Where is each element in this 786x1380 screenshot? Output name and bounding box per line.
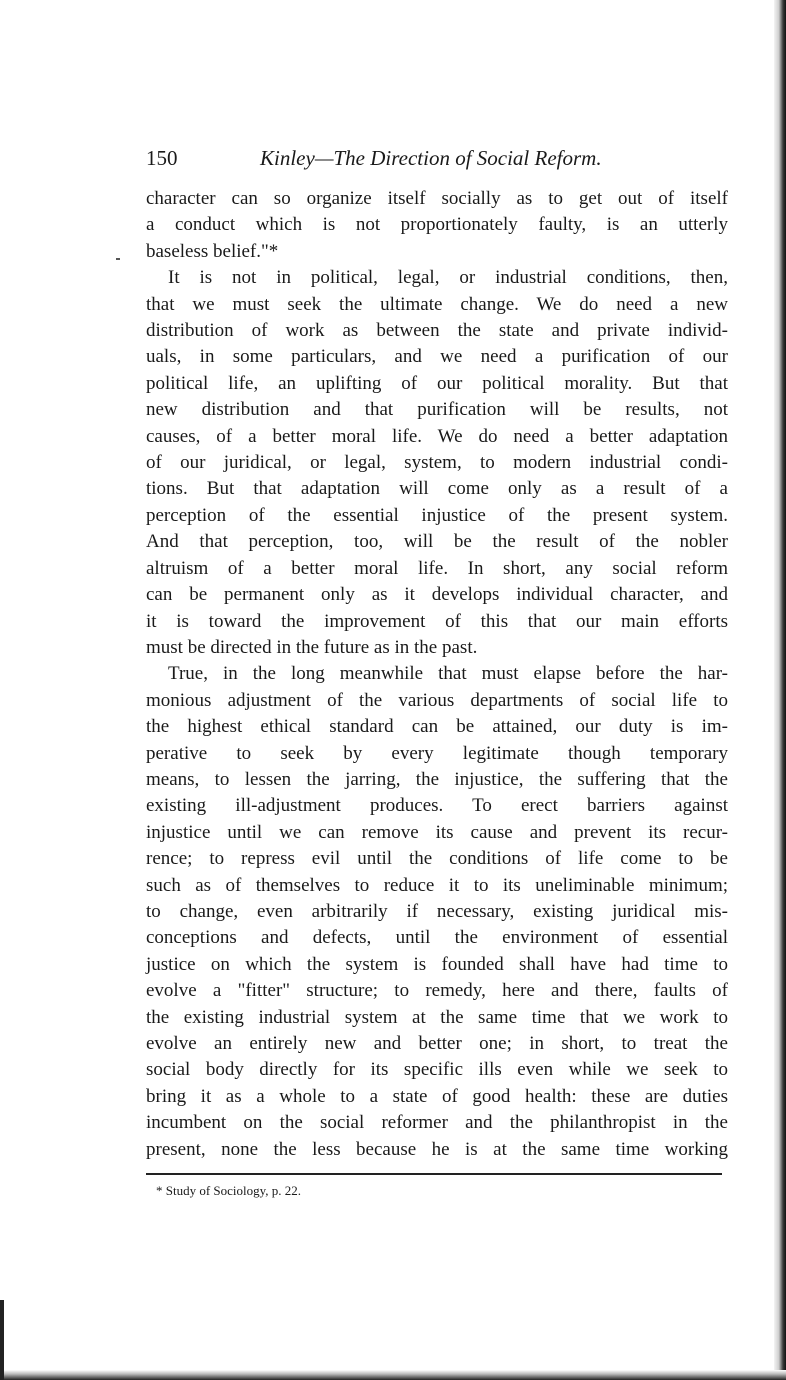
page-number: 150 bbox=[146, 146, 178, 170]
text-line: evolve an entirely new and better one; in short, to treat the bbox=[146, 1033, 728, 1054]
text-line: that we must seek the ultimate change. We do need a new bbox=[146, 293, 728, 315]
text-line: social body directly for its specific ills even while we seek to bbox=[146, 1059, 728, 1081]
text-line: character can so organize itself socially as to get out of itself bbox=[146, 188, 728, 209]
text-line: perative to seek by every legitimate though temporary bbox=[146, 742, 728, 764]
paragraph-meanwhile bbox=[146, 661, 728, 1163]
text-line: distribution of work as between the state and private individ- bbox=[146, 320, 728, 342]
text-line: injustice until we can remove its cause and prevent its recur- bbox=[146, 821, 728, 843]
text-line: And that perception, too, will be the result of the nobler bbox=[146, 531, 728, 553]
scan-edge-bottom bbox=[0, 1370, 786, 1380]
text-line: of our juridical, or legal, system, to modern industrial condi- bbox=[146, 452, 728, 474]
text-line: bring it as a whole to a state of good health: these are duties bbox=[146, 1085, 728, 1107]
text-line: rence; to repress evil until the conditions of life come to be bbox=[146, 848, 728, 870]
scan-edge-left bbox=[0, 1300, 4, 1380]
text-line: baseless belief."* bbox=[146, 240, 279, 262]
text-line: a conduct which is not proportionately faulty, is an utterly bbox=[146, 214, 728, 236]
text-line: conceptions and defects, until the environment of essential bbox=[146, 927, 728, 949]
text-line: the highest ethical standard can be attained, our duty is im- bbox=[146, 716, 728, 738]
text-line: new distribution and that purification will be results, not bbox=[146, 399, 728, 421]
text-line: can be permanent only as it develops individual character, and bbox=[146, 584, 728, 606]
footnote-rule bbox=[146, 1173, 722, 1175]
scan-edge-right bbox=[774, 0, 786, 1380]
text-line: perception of the essential injustice of the present system. bbox=[146, 504, 728, 526]
running-title: Kinley—The Direction of Social Reform. bbox=[260, 146, 602, 170]
text-line: means, to lessen the jarring, the injustice, the suffering that the bbox=[146, 768, 728, 790]
body-text bbox=[146, 186, 728, 1163]
paragraph-continued bbox=[146, 186, 728, 265]
text-line: it is toward the improvement of this that our main efforts bbox=[146, 610, 728, 632]
footnote: * Study of Sociology, p. 22. bbox=[156, 1183, 302, 1199]
text-line: justice on which the system is founded shall have had time to bbox=[146, 953, 728, 975]
text-line: political life, an uplifting of our political morality. But that bbox=[146, 372, 728, 394]
text-line: existing ill-adjustment produces. To erect barriers against bbox=[146, 795, 728, 817]
text-line: tions. But that adaptation will come only as a result of a bbox=[146, 478, 728, 500]
book-page bbox=[146, 140, 728, 1199]
text-line: It is not in political, legal, or industrial conditions, then, bbox=[168, 267, 728, 289]
text-line: to change, even arbitrarily if necessary, existing juridical mis- bbox=[146, 900, 728, 922]
text-line: present, none the less because he is at the same time working bbox=[146, 1138, 728, 1160]
text-line: must be directed in the future as in the past. bbox=[146, 636, 478, 658]
text-line: incumbent on the social reformer and the philanthropist in the bbox=[146, 1112, 728, 1134]
text-line: True, in the long meanwhile that must elapse before the har- bbox=[168, 663, 728, 685]
running-head bbox=[146, 140, 728, 174]
text-line: causes, of a better moral life. We do need a better adaptation bbox=[146, 425, 728, 447]
text-line: uals, in some particulars, and we need a purification of our bbox=[146, 346, 728, 368]
text-line: altruism of a better moral life. In short, any social reform bbox=[146, 557, 728, 579]
paragraph-ultimate-change bbox=[146, 265, 728, 661]
text-line: evolve a "fitter" structure; to remedy, here and there, faults of bbox=[146, 980, 728, 1002]
text-line: the existing industrial system at the same time that we work to bbox=[146, 1006, 728, 1028]
text-line: such as of themselves to reduce it to its uneliminable minimum; bbox=[146, 874, 728, 896]
stray-mark bbox=[116, 258, 120, 260]
text-line: monious adjustment of the various departments of social life to bbox=[146, 689, 728, 711]
